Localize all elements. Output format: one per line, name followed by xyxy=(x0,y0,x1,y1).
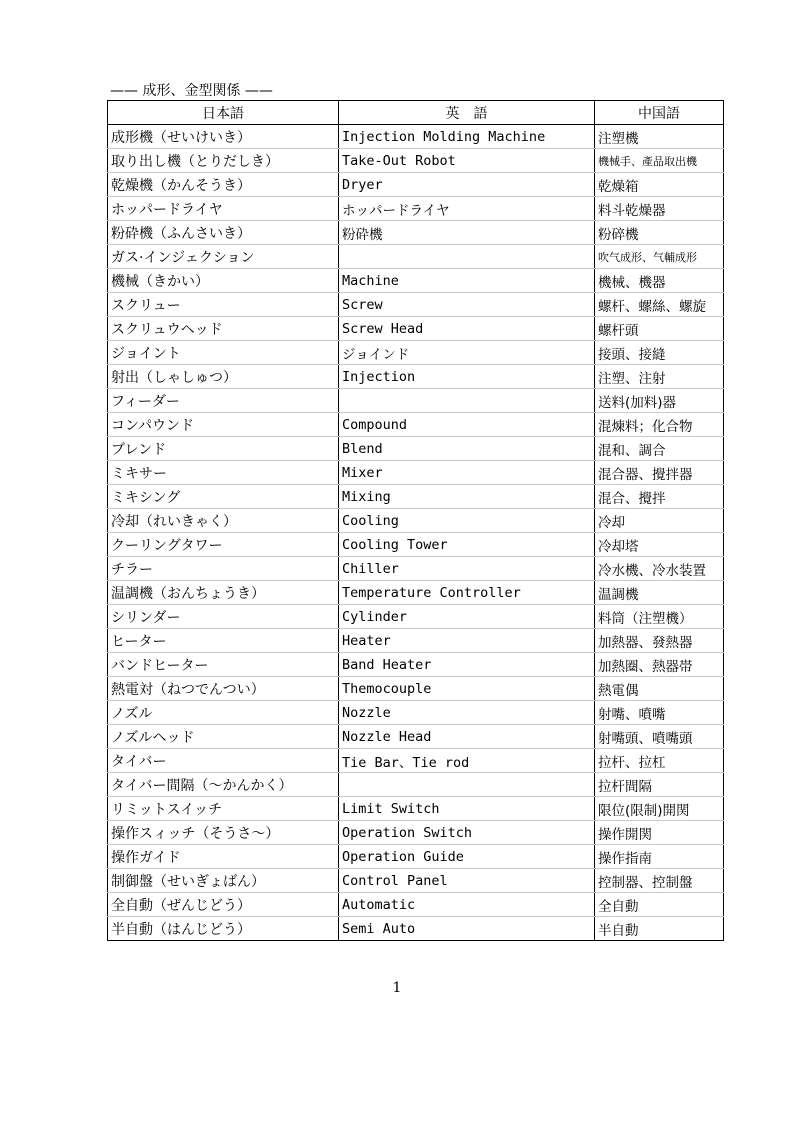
cell-english: Operation Switch xyxy=(339,821,595,845)
cell-chinese: 混煉料；化合物 xyxy=(595,413,724,437)
cell-chinese: 加熱器、發熱器 xyxy=(595,629,724,653)
cell-chinese: 吹气成形、气輔成形 xyxy=(595,245,724,269)
cell-chinese: 混合器、攪拌器 xyxy=(595,461,724,485)
cell-japanese: ミキシング xyxy=(108,485,339,509)
cell-japanese: クーリングタワー xyxy=(108,533,339,557)
header-english: 英 語 xyxy=(339,101,595,125)
cell-chinese: 螺杆頭 xyxy=(595,317,724,341)
table-row xyxy=(108,269,724,293)
cell-english: Machine xyxy=(339,269,595,293)
cell-english: Control Panel xyxy=(339,869,595,893)
cell-english: Injection Molding Machine xyxy=(339,125,595,149)
cell-japanese: ホッパードライヤ xyxy=(108,197,339,221)
cell-english xyxy=(339,245,595,269)
table-row xyxy=(108,725,724,749)
cell-english: Operation Guide xyxy=(339,845,595,869)
cell-english: Cooling xyxy=(339,509,595,533)
cell-chinese: 注塑機 xyxy=(595,125,724,149)
cell-chinese: 接頭、接縫 xyxy=(595,341,724,365)
cell-english: Nozzle xyxy=(339,701,595,725)
cell-chinese: 乾燥箱 xyxy=(595,173,724,197)
cell-japanese: バンドヒーター xyxy=(108,653,339,677)
cell-japanese: チラー xyxy=(108,557,339,581)
cell-english: Injection xyxy=(339,365,595,389)
cell-english: Tie Bar、Tie rod xyxy=(339,749,595,773)
glossary-body xyxy=(108,125,724,941)
cell-english: ジョインド xyxy=(339,341,595,365)
cell-japanese: 成形機（せいけいき） xyxy=(108,125,339,149)
cell-japanese: ヒーター xyxy=(108,629,339,653)
cell-english: Automatic xyxy=(339,893,595,917)
table-row xyxy=(108,845,724,869)
cell-chinese: 拉杆、拉杠 xyxy=(595,749,724,773)
cell-japanese: リミットスイッチ xyxy=(108,797,339,821)
cell-chinese: 料筒（注塑機） xyxy=(595,605,724,629)
cell-chinese: 送料(加料)器 xyxy=(595,389,724,413)
cell-chinese: 温調機 xyxy=(595,581,724,605)
cell-chinese: 機械、機器 xyxy=(595,269,724,293)
cell-english: ホッパードライヤ xyxy=(339,197,595,221)
cell-japanese: 射出（しゃしゅつ） xyxy=(108,365,339,389)
cell-japanese: 熱電対（ねつでんつい） xyxy=(108,677,339,701)
table-row xyxy=(108,557,724,581)
cell-chinese: 混合、攪拌 xyxy=(595,485,724,509)
cell-chinese: 注塑、注射 xyxy=(595,365,724,389)
cell-english: Semi Auto xyxy=(339,917,595,941)
table-row xyxy=(108,389,724,413)
cell-chinese: 射嘴頭、噴嘴頭 xyxy=(595,725,724,749)
cell-english: Limit Switch xyxy=(339,797,595,821)
cell-chinese: 粉碎機 xyxy=(595,221,724,245)
table-row xyxy=(108,821,724,845)
cell-japanese: タイバー間隔（～かんかく） xyxy=(108,773,339,797)
table-row xyxy=(108,509,724,533)
cell-japanese: 半自動（はんじどう） xyxy=(108,917,339,941)
table-row xyxy=(108,365,724,389)
header-japanese: 日本語 xyxy=(108,101,339,125)
table-row xyxy=(108,149,724,173)
cell-japanese: 全自動（ぜんじどう） xyxy=(108,893,339,917)
cell-english: Mixing xyxy=(339,485,595,509)
cell-japanese: スクリュウヘッド xyxy=(108,317,339,341)
cell-japanese: ブレンド xyxy=(108,437,339,461)
table-row xyxy=(108,605,724,629)
cell-english: Themocouple xyxy=(339,677,595,701)
cell-chinese: 冷水機、冷水装置 xyxy=(595,557,724,581)
cell-chinese: 機械手、產品取出機 xyxy=(595,149,724,173)
cell-english: Compound xyxy=(339,413,595,437)
cell-english: Dryer xyxy=(339,173,595,197)
cell-chinese: 射嘴、噴嘴 xyxy=(595,701,724,725)
cell-chinese: 螺杆、螺絲、螺旋 xyxy=(595,293,724,317)
cell-english: Cooling Tower xyxy=(339,533,595,557)
cell-chinese: 拉杆間隔 xyxy=(595,773,724,797)
cell-english: Nozzle Head xyxy=(339,725,595,749)
cell-english: Chiller xyxy=(339,557,595,581)
table-row xyxy=(108,437,724,461)
cell-chinese: 操作指南 xyxy=(595,845,724,869)
cell-japanese: コンパウンド xyxy=(108,413,339,437)
cell-japanese: 操作ガイド xyxy=(108,845,339,869)
cell-english: Cylinder xyxy=(339,605,595,629)
cell-chinese: 冷却塔 xyxy=(595,533,724,557)
cell-japanese: 乾燥機（かんそうき） xyxy=(108,173,339,197)
cell-chinese: 加熱圈、熱器帯 xyxy=(595,653,724,677)
cell-japanese: 冷却（れいきゃく） xyxy=(108,509,339,533)
table-row xyxy=(108,461,724,485)
cell-chinese: 料斗乾燥器 xyxy=(595,197,724,221)
cell-japanese: フィーダー xyxy=(108,389,339,413)
section-title: —— 成形、金型関係 —— xyxy=(110,83,273,99)
table-row xyxy=(108,125,724,149)
cell-english: Blend xyxy=(339,437,595,461)
table-row xyxy=(108,341,724,365)
cell-english: Screw Head xyxy=(339,317,595,341)
cell-chinese: 混和、調合 xyxy=(595,437,724,461)
table-row xyxy=(108,773,724,797)
table-row xyxy=(108,869,724,893)
page-number: 1 xyxy=(392,980,402,996)
table-row xyxy=(108,485,724,509)
table-row xyxy=(108,917,724,941)
cell-english: Band Heater xyxy=(339,653,595,677)
cell-japanese: 機械（きかい） xyxy=(108,269,339,293)
header-row xyxy=(108,101,724,125)
table-row xyxy=(108,701,724,725)
cell-japanese: シリンダー xyxy=(108,605,339,629)
cell-chinese: 全自動 xyxy=(595,893,724,917)
table-row xyxy=(108,293,724,317)
cell-japanese: 取り出し機（とりだしき） xyxy=(108,149,339,173)
cell-japanese: 操作スィッチ（そうさ～） xyxy=(108,821,339,845)
cell-english xyxy=(339,389,595,413)
cell-japanese: 制御盤（せいぎょばん） xyxy=(108,869,339,893)
cell-japanese: スクリュー xyxy=(108,293,339,317)
table-row xyxy=(108,629,724,653)
cell-chinese: 熱電偶 xyxy=(595,677,724,701)
table-row xyxy=(108,221,724,245)
table-row xyxy=(108,197,724,221)
table-row xyxy=(108,893,724,917)
cell-chinese: 冷却 xyxy=(595,509,724,533)
table-row xyxy=(108,533,724,557)
cell-chinese: 控制器、控制盤 xyxy=(595,869,724,893)
cell-chinese: 限位(限制)開関 xyxy=(595,797,724,821)
cell-english: Mixer xyxy=(339,461,595,485)
table-row xyxy=(108,317,724,341)
cell-japanese: ノズル xyxy=(108,701,339,725)
table-row xyxy=(108,797,724,821)
cell-japanese: 温調機（おんちょうき） xyxy=(108,581,339,605)
table-row xyxy=(108,173,724,197)
cell-chinese: 操作開関 xyxy=(595,821,724,845)
cell-japanese: ミキサー xyxy=(108,461,339,485)
header-chinese: 中国語 xyxy=(595,101,724,125)
cell-chinese: 半自動 xyxy=(595,917,724,941)
cell-english: 粉砕機 xyxy=(339,221,595,245)
cell-english: Screw xyxy=(339,293,595,317)
cell-japanese: ジョイント xyxy=(108,341,339,365)
cell-japanese: 粉砕機（ふんさいき） xyxy=(108,221,339,245)
table-row xyxy=(108,413,724,437)
table-row xyxy=(108,749,724,773)
cell-japanese: タイバー xyxy=(108,749,339,773)
cell-english xyxy=(339,773,595,797)
cell-english: Take-Out Robot xyxy=(339,149,595,173)
table-row xyxy=(108,581,724,605)
cell-english: Temperature Controller xyxy=(339,581,595,605)
cell-english: Heater xyxy=(339,629,595,653)
table-row xyxy=(108,245,724,269)
glossary-table xyxy=(107,100,724,941)
cell-japanese: ノズルヘッド xyxy=(108,725,339,749)
table-row xyxy=(108,653,724,677)
table-row xyxy=(108,677,724,701)
cell-japanese: ガス·インジェクション xyxy=(108,245,339,269)
